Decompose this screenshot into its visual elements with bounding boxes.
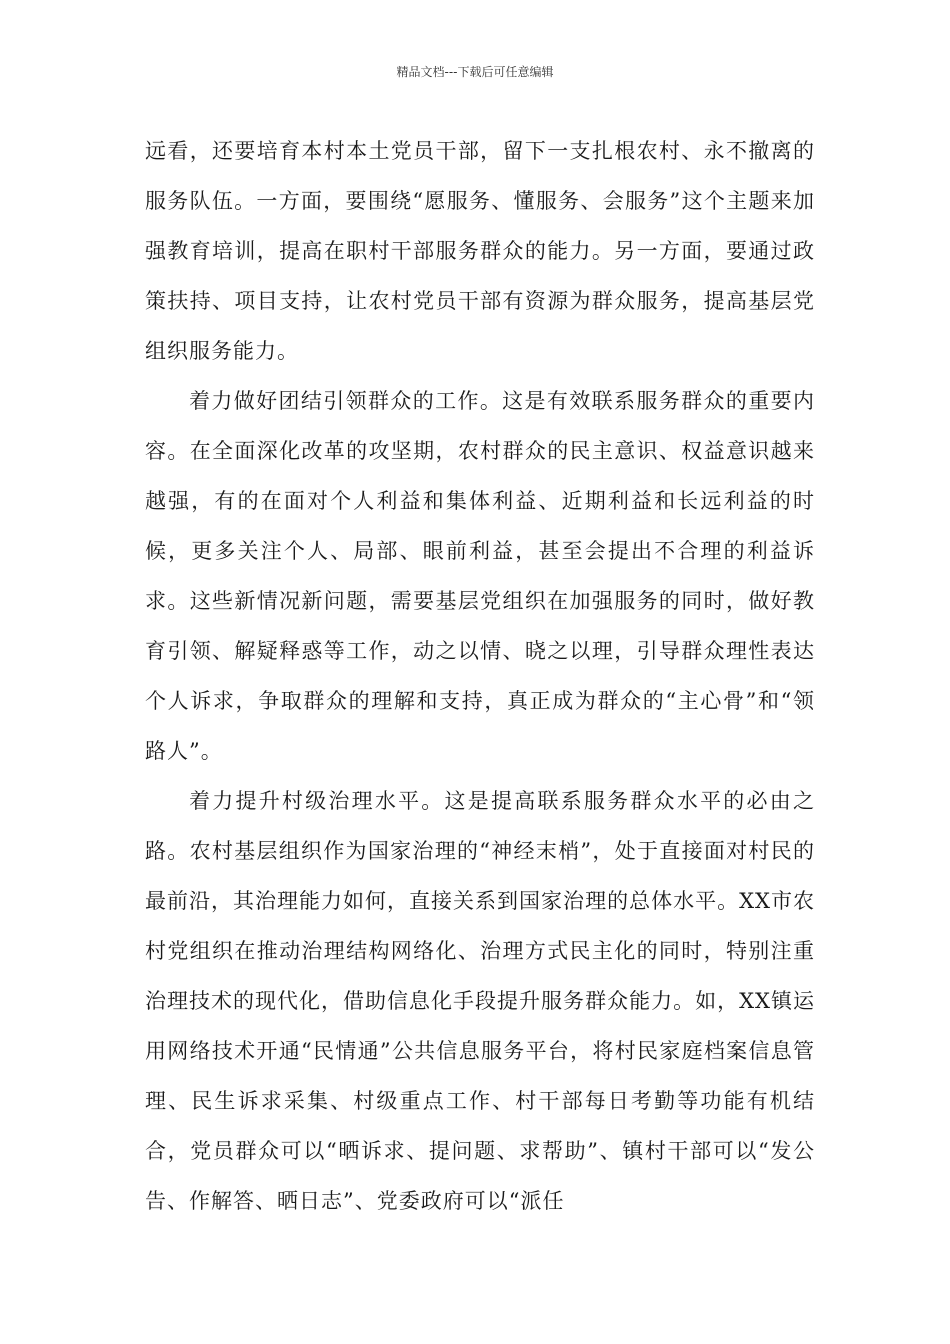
page-header: 精品文档---下载后可任意编辑 [396,65,554,79]
document-body [145,126,815,1226]
paragraph-village-governance: 着力提升村级治理水平。这是提高联系服务群众水平的必由之路。农村基层组织作为国家治理的“神经末梢”，处于直接面对村民的最前沿，其治理能力如何，直接关系到国家治理的总体水平。XX市农村党组织在推动治理结构网络化、治理方式民主化的同时，特别注重治理技术的现代化，借助信息化手段提升服务群众能力。如，XX镇运用网络技术开通“民情通”公共信息服务平台，将村民家庭档案信息管理、民生诉求采集、村级重点工作、村干部每日考勤等功能有机结合，党员群众可以“晒诉求、提问题、求帮助”、镇村干部可以“发公告、作解答、晒日志”、党委政府可以“派任 [145,789,815,1213]
paragraph-unite-masses: 着力做好团结引领群众的工作。这是有效联系服务群众的重要内容。在全面深化改革的攻坚期，农村群众的民主意识、权益意识越来越强，有的在面对个人利益和集体利益、近期利益和长远利益的时候，更多关注个人、局部、眼前利益，甚至会提出不合理的利益诉求。这些新情况新问题，需要基层党组织在加强服务的同时，做好教育引领、解疑释惑等工作，动之以情、晓之以理，引导群众理性表达个人诉求，争取群众的理解和支持，真正成为群众的“主心骨”和“领路人”。 [145,389,815,763]
paragraph-continuation: 远看，还要培育本村本土党员干部，留下一支扎根农村、永不撤离的服务队伍。一方面，要围绕“愿服务、懂服务、会服务”这个主题来加强教育培训，提高在职村干部服务群众的能力。另一方面，要通过政策扶持、项目支持，让农村党员干部有资源为群众服务，提高基层党组织服务能力。 [145,139,815,363]
